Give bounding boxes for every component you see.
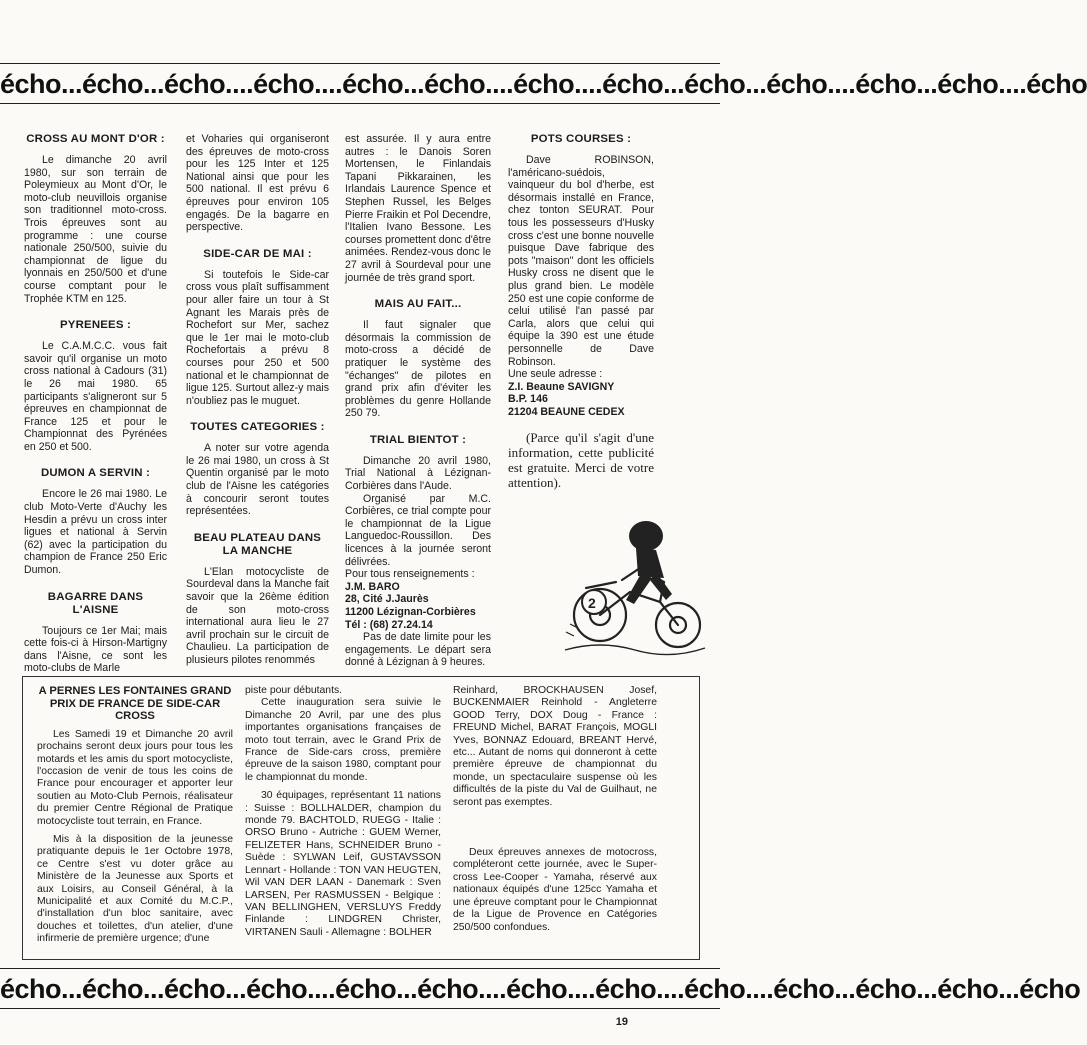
motocross-rider-illustration <box>560 510 710 660</box>
address-line: B.P. 146 <box>508 393 548 406</box>
column-2 <box>186 133 329 681</box>
article-text: Une seule adresse : <box>508 368 603 381</box>
svg-text:2: 2 <box>588 595 596 611</box>
section-title-beau-plateau: BEAU PLATEAU DANS LA MANCHE <box>193 531 322 557</box>
article-text: Le dimanche 20 avril 1980, sur son terrain de Poleymieux au Mont d'Or, le moto-club neuvillois organise son traditionnel moto-cross. Trois épreuves sont au programme : une course nationale 250/500, suivie du championnat de ligue du lyonnais en 250/500 et d'une course comptant pour le Trophée KTM en 125. <box>24 154 167 305</box>
section-title-toutes-categories: TOUTES CATEGORIES : <box>190 421 325 434</box>
box-column-1 <box>37 685 233 952</box>
address-line: 21204 BEAUNE CEDEX <box>508 405 625 418</box>
section-title-side-car-mai: SIDE-CAR DE MAI : <box>203 247 312 260</box>
article-text: Encore le 26 mai 1980. Le club Moto-Verte d'Auchy les Hesdin a prévu un cross inter ligues et national à Servin (62) avec la participation du champion de France 250 Eric Dumon. <box>24 488 167 577</box>
banner-rule-top <box>0 968 720 969</box>
article-text: Le C.A.M.C.C. vous fait savoir qu'il organise un moto cross national à Cadours (31) le 26 mai 1980. 65 participants s'aligneront sur 5 épreuves en championnat de France 125 et pour le Championnat des Pyrénées en 250 et 500. <box>24 340 167 453</box>
phone-line: Tél : (68) 27.24.14 <box>345 618 433 631</box>
section-title-mais-au-fait: MAIS AU FAIT... <box>374 298 462 311</box>
article-text: Pas de date limite pour les engagements. Le départ sera donné à Lézignan à 9 heures. <box>345 631 491 669</box>
article-text: Reinhard, BROCKHAUSEN Josef, BUCKENMAIER Reinhold - Angleterre GOOD Terry, DOX Doug - France : FREUND Michel, BARAT François, MOGLI Yves, BONNAZ Edouard, BREANT Hervé, etc... Autant de noms qui donneront à cette première épreuve de championnat du monde, un spectaculaire suspense où les difficultés de la piste du Val de Guilhaut, ne seront pas exemptes. <box>453 685 657 808</box>
sidecar-cross-box <box>22 676 700 960</box>
column-4 <box>508 133 654 504</box>
article-text: A noter sur votre agenda le 26 mai 1980, un cross à St Quentin organisé par le moto club de l'Aisne les catégories à concourir seront toutes représentées. <box>186 442 329 518</box>
advert-note: (Parce qu'il s'agit d'une information, cette publicité est gratuite. Merci de votre attention). <box>508 430 654 491</box>
article-text: et Voharies qui organiseront des épreuves de moto-cross pour les 125 Inter et 125 National ainsi que pour les 500 national. Il est prévu 6 épreuves pour environ 105 engagés. De la bagarre en perspective. <box>186 133 329 234</box>
address-line: 11200 Lézignan-Corbières <box>345 606 476 618</box>
article-text: Les Samedi 19 et Dimanche 20 avril prochains seront deux jours pour tous les motards et les amis du sport motocycliste, l'occasion de venir de tous les coins de France pour encourager et apporter leur soutien au Moto-Club Pernois, réalisateur du premier Centre Régional de Pratique motocycliste tout terrain, en France. <box>37 728 233 827</box>
section-title-cross-mont-dor: CROSS AU MONT D'OR : <box>26 133 165 145</box>
article-text: Mis à la disposition de la jeunesse pratiquante depuis le 1er Octobre 1978, ce Centre s'est vu doter grâce au Ministère de la Jeunesse aux Sports et aux Loisirs, au Conseil Général, à la Municipalité et aux Comité du M.C.P., d'installation d'un bloc sanitaire, avec douches et toilettes, d'un atelier, d'une infirmerie de première urgence; d'une <box>37 834 233 945</box>
article-text: 30 équipages, représentant 11 nations : Suisse : BOLLHALDER, champion du monde 79. BACHTOLD, RUEGG - Italie : ORSO Bruno - Autriche : GUEM Werner, FELIZETER Hans, SCHNEIDER Bruno - Suède : SYLWAN Leif, GUSTAVSSON Lennart - Hollande : TON VAN HEUGTEN, Wil VAN DER LAAN - Danemark : Sven LARSEN, Per RASMUSSEN - Belgique : VAN BELLINGHEN, VERSLUYS Freddy Finlande : LINDGREN Christer, VIRTANEN Sauli - Allemagne : BOLHER <box>245 790 441 938</box>
address-line: J.M. BARO <box>345 580 400 593</box>
article-text: Organisé par M.C. Corbières, ce trial compte pour le championnat de la Ligue Languedoc-Roussillon. Des licences à la journée seront délivrées. <box>345 492 491 568</box>
article-text: Pour tous renseignements : <box>345 568 475 581</box>
article-text: Il faut signaler que désormais la commission de moto-cross a décidé de pratiquer le système des "échanges" de pilotes en grand prix afin d'éviter les problèmes du genre Hollande 250 79. <box>345 319 491 420</box>
echo-banner-bottom <box>0 968 1081 1010</box>
section-title-pots-courses: POTS COURSES : <box>530 133 632 145</box>
banner-rule-bottom <box>0 103 720 104</box>
article-text: Deux épreuves annexes de motocross, compléteront cette journée, avec le Super-cross Lee-Cooper - Yamaha, réservé aux nationaux équipés d'une 125cc Yamaha et une épreuve comptant pour le Championnat de la Ligue de Provence en Catégories 250/500 confondues. <box>453 847 657 933</box>
address-line: 28, Cité J.Jaurès <box>345 593 429 606</box>
section-title-pyrenees: PYRENEES : <box>60 319 131 332</box>
article-text: Dave ROBINSON, l'américano-suédois, vainqueur du bol d'herbe, est désormais installé en France, chez tonton SEURAT. Pour tous les possesseurs d'Husky cross c'est une bonne nouvelle puisque Dave fabrique des pots "maison" dont les officiels Husky cross ne disent que le plus grand bien. Le modèle 250 est une copie conforme de celui utilisé l'an passé par Carla, alors que celui qui équipe la 390 est une étude personnelle de Dave Robinson. <box>508 154 654 368</box>
banner-rule-bottom <box>0 1008 720 1009</box>
article-text: Cette inauguration sera suivie le Dimanche 20 Avril, par une des plus importantes organisations françaises de moto tout terrain, avec le Grand Prix de France de Side-cars cross, première épreuve de la saison 1980, comptant pour le championnat du monde. <box>245 697 441 783</box>
column-1 <box>24 133 167 689</box>
address-line: Z.I. Beaune SAVIGNY <box>508 380 615 393</box>
banner-text: écho...écho...écho...écho....écho...écho....écho....écho....écho....écho...écho...écho...écho <box>0 974 1081 1004</box>
article-text: est assurée. Il y aura entre autres : le Danois Soren Mortensen, le Finlandais Tapani Pikkarainen, les Irlandais Laurence Spence et Stephen Russel, les Belges Pierre Fraikin et Pol Decendre, l'Italien Ivano Bessone. Les courses promettent donc d'être animées. Rendez-vous donc le 27 avril à Sourdeval pour une journée de très grand sport. <box>345 133 491 284</box>
article-text: Dimanche 20 avril 1980, Trial National à Lézignan-Corbières dans l'Aude. <box>345 454 491 493</box>
section-title-bagarre-aisne: BAGARRE DANS L'AISNE <box>47 590 144 616</box>
box-column-3 <box>453 685 657 940</box>
article-text: Si toutefois le Side-car cross vous plaît suffisamment pour aller faire un tour à St Agnant les Marais près de Rochefort sur Mer, sachez que le 1er mai le moto-club Rochefortais a prévu 8 courses pour 250 et 500 national et le championnat de ligue 125. Surtout allez-y mais n'oubliez pas le muguet. <box>186 268 329 407</box>
banner-rule-top <box>0 63 720 64</box>
article-text: piste pour débutants. <box>245 685 343 696</box>
echo-banner-top <box>0 63 1087 105</box>
banner-text: écho...écho...écho....écho....écho...écho....écho....écho...écho...écho....écho...écho....écho <box>0 69 1087 99</box>
box-title: A PERNES LES FONTAINES GRAND PRIX DE FRANCE DE SIDE-CAR CROSS <box>38 685 232 723</box>
box-column-2 <box>245 685 441 945</box>
page-number: 19 <box>615 1016 628 1028</box>
section-title-dumon-servin: DUMON A SERVIN : <box>40 467 151 480</box>
section-title-trial-bientot: TRIAL BIENTOT : <box>369 433 467 446</box>
article-text: L'Elan motocycliste de Sourdeval dans la Manche fait savoir que la 26ème édition de son moto-cross international aura lieu le 27 avril prochain sur le circuit de Chaulieu. La participation de plusieurs pilotes renommés <box>186 565 329 666</box>
article-text: Toujours ce 1er Mai; mais cette fois-ci à Hirson-Martigny dans l'Aisne, ce sont les moto-clubs de Marle <box>24 624 167 675</box>
column-3 <box>345 133 491 683</box>
